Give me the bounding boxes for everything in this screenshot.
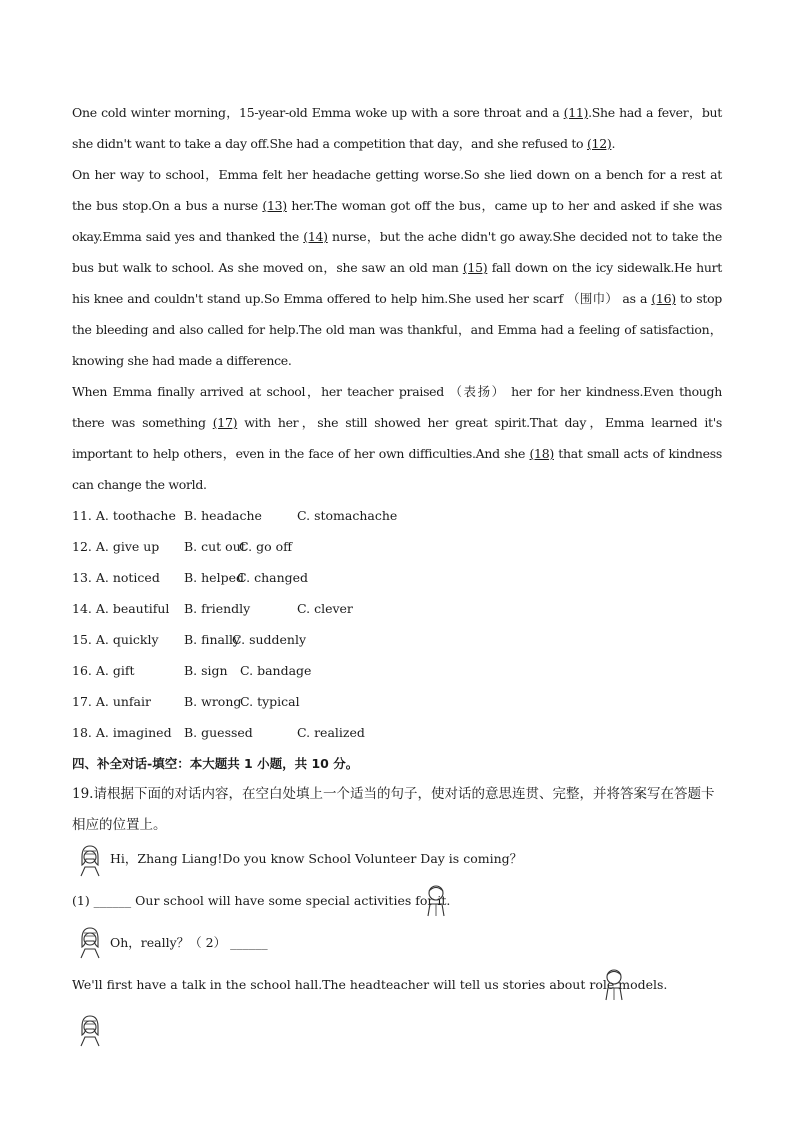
option-b: B. finally bbox=[184, 632, 241, 647]
passage-text: to stop the bleeding and also called for help.The old man was thankful，and Emma had a feeling of satisfaction，knowing she had made a difference. bbox=[72, 291, 723, 368]
boy-avatar-icon bbox=[602, 967, 626, 1001]
option-b: B. sign bbox=[184, 663, 228, 678]
passage-text: . bbox=[611, 136, 616, 151]
passage-text: fall down on the icy sidewalk.He hurt his knee and couldn't stand up.So Emma offered to help him.She used her scarf （围巾） as a bbox=[72, 260, 723, 306]
passage-text: with her，she still showed her great spirit.That day，Emma learned it's important to help others，even in the face of her own difficulties.And she bbox=[72, 415, 722, 461]
question-19-instruction: 19.请根据下面的对话内容，在空白处填上一个适当的句子，使对话的意思连贯、完整，并将答案写在答题卡相应的位置上。 bbox=[72, 786, 715, 833]
option-a: 11. A. toothache bbox=[72, 508, 176, 523]
passage-text: .She had a fever，but she didn't want to take a day off.She had a competition that day，and she refused to bbox=[72, 105, 722, 151]
option-a: 12. A. give up bbox=[72, 539, 160, 554]
dialogue-text: Hi，Zhang Liang!Do you know School Volunteer Day is coming？ bbox=[110, 851, 523, 866]
blank-13: (13) bbox=[262, 198, 287, 213]
dialogue-line bbox=[72, 881, 722, 923]
option-a: 17. A. unfair bbox=[72, 694, 151, 709]
passage-text: When Emma finally arrived at school，her teacher praised （表扬） her for her kindness.Even though there was something bbox=[72, 384, 722, 430]
option-row bbox=[72, 593, 722, 624]
dialogue-line bbox=[72, 1007, 722, 1047]
option-a: 13. A. noticed bbox=[72, 570, 160, 585]
blank-17: (17) bbox=[212, 415, 238, 430]
option-row bbox=[72, 531, 722, 562]
girl-avatar-icon bbox=[76, 925, 104, 959]
dialogue-text: (1) ______ Our school will have some special activities for it. bbox=[72, 893, 451, 908]
girl-avatar-icon bbox=[76, 1013, 104, 1047]
dialogue-line bbox=[72, 923, 722, 965]
blank-12: (12) bbox=[586, 136, 612, 151]
passage-text: One cold winter morning，15-year-old Emma woke up with a sore throat and a bbox=[72, 105, 564, 120]
option-row bbox=[72, 717, 722, 748]
dialogue-text: Oh，really？（ 2） ______ bbox=[110, 935, 268, 950]
option-b: B. cut out bbox=[184, 539, 246, 554]
blank-18: (18) bbox=[529, 446, 554, 461]
option-row bbox=[72, 562, 722, 593]
blank-16: (16) bbox=[651, 291, 676, 306]
option-c: C. stomachache bbox=[297, 508, 398, 523]
option-a: 18. A. imagined bbox=[72, 725, 172, 740]
passage bbox=[72, 97, 722, 500]
option-row bbox=[72, 686, 722, 717]
option-list bbox=[72, 500, 722, 748]
option-c: C. go off bbox=[239, 539, 292, 554]
document-page bbox=[72, 97, 722, 1047]
option-row bbox=[72, 624, 722, 655]
girl-avatar-icon bbox=[76, 843, 104, 877]
blank-14: (14) bbox=[303, 229, 328, 244]
dialogue-text: We'll first have a talk in the school hall.The headteacher will tell us stories about role models. bbox=[72, 977, 668, 992]
option-c: C. typical bbox=[240, 694, 300, 709]
option-c: C. bandage bbox=[240, 663, 312, 678]
boy-avatar-icon bbox=[424, 883, 448, 917]
option-b: B. helped bbox=[184, 570, 244, 585]
dialogue-line bbox=[72, 841, 722, 881]
option-a: 14. A. beautiful bbox=[72, 601, 170, 616]
blank-15: (15) bbox=[462, 260, 488, 275]
option-b: B. wrong bbox=[184, 694, 242, 709]
option-b: B. friendly bbox=[184, 601, 251, 616]
option-c: C. changed bbox=[237, 570, 309, 585]
passage-text: that small acts of kindness can change the world. bbox=[72, 446, 722, 492]
option-row bbox=[72, 500, 722, 531]
option-c: C. realized bbox=[297, 725, 365, 740]
section-heading: 四、补全对话-填空：本大题共 1 小题，共 10 分。 bbox=[72, 756, 359, 771]
option-c: C. suddenly bbox=[232, 632, 307, 647]
passage-text: nurse，but the ache didn't go away.She decided not to take the bus but walk to school. As she moved on，she saw an old man bbox=[72, 229, 722, 275]
dialogue-line bbox=[72, 965, 722, 1007]
blank-11: (11) bbox=[563, 105, 589, 120]
option-b: B. guessed bbox=[184, 725, 253, 740]
option-a: 15. A. quickly bbox=[72, 632, 159, 647]
option-c: C. clever bbox=[297, 601, 353, 616]
option-row bbox=[72, 655, 722, 686]
option-b: B. headache bbox=[184, 508, 262, 523]
option-a: 16. A. gift bbox=[72, 663, 135, 678]
passage-text: On her way to school，Emma felt her headache getting worse.So she lied down on a bench for a rest at the bus stop.On a bus a nurse bbox=[72, 167, 722, 213]
passage-text: her.The woman got off the bus，came up to her and asked if she was okay.Emma said yes and thanked the bbox=[72, 198, 722, 244]
